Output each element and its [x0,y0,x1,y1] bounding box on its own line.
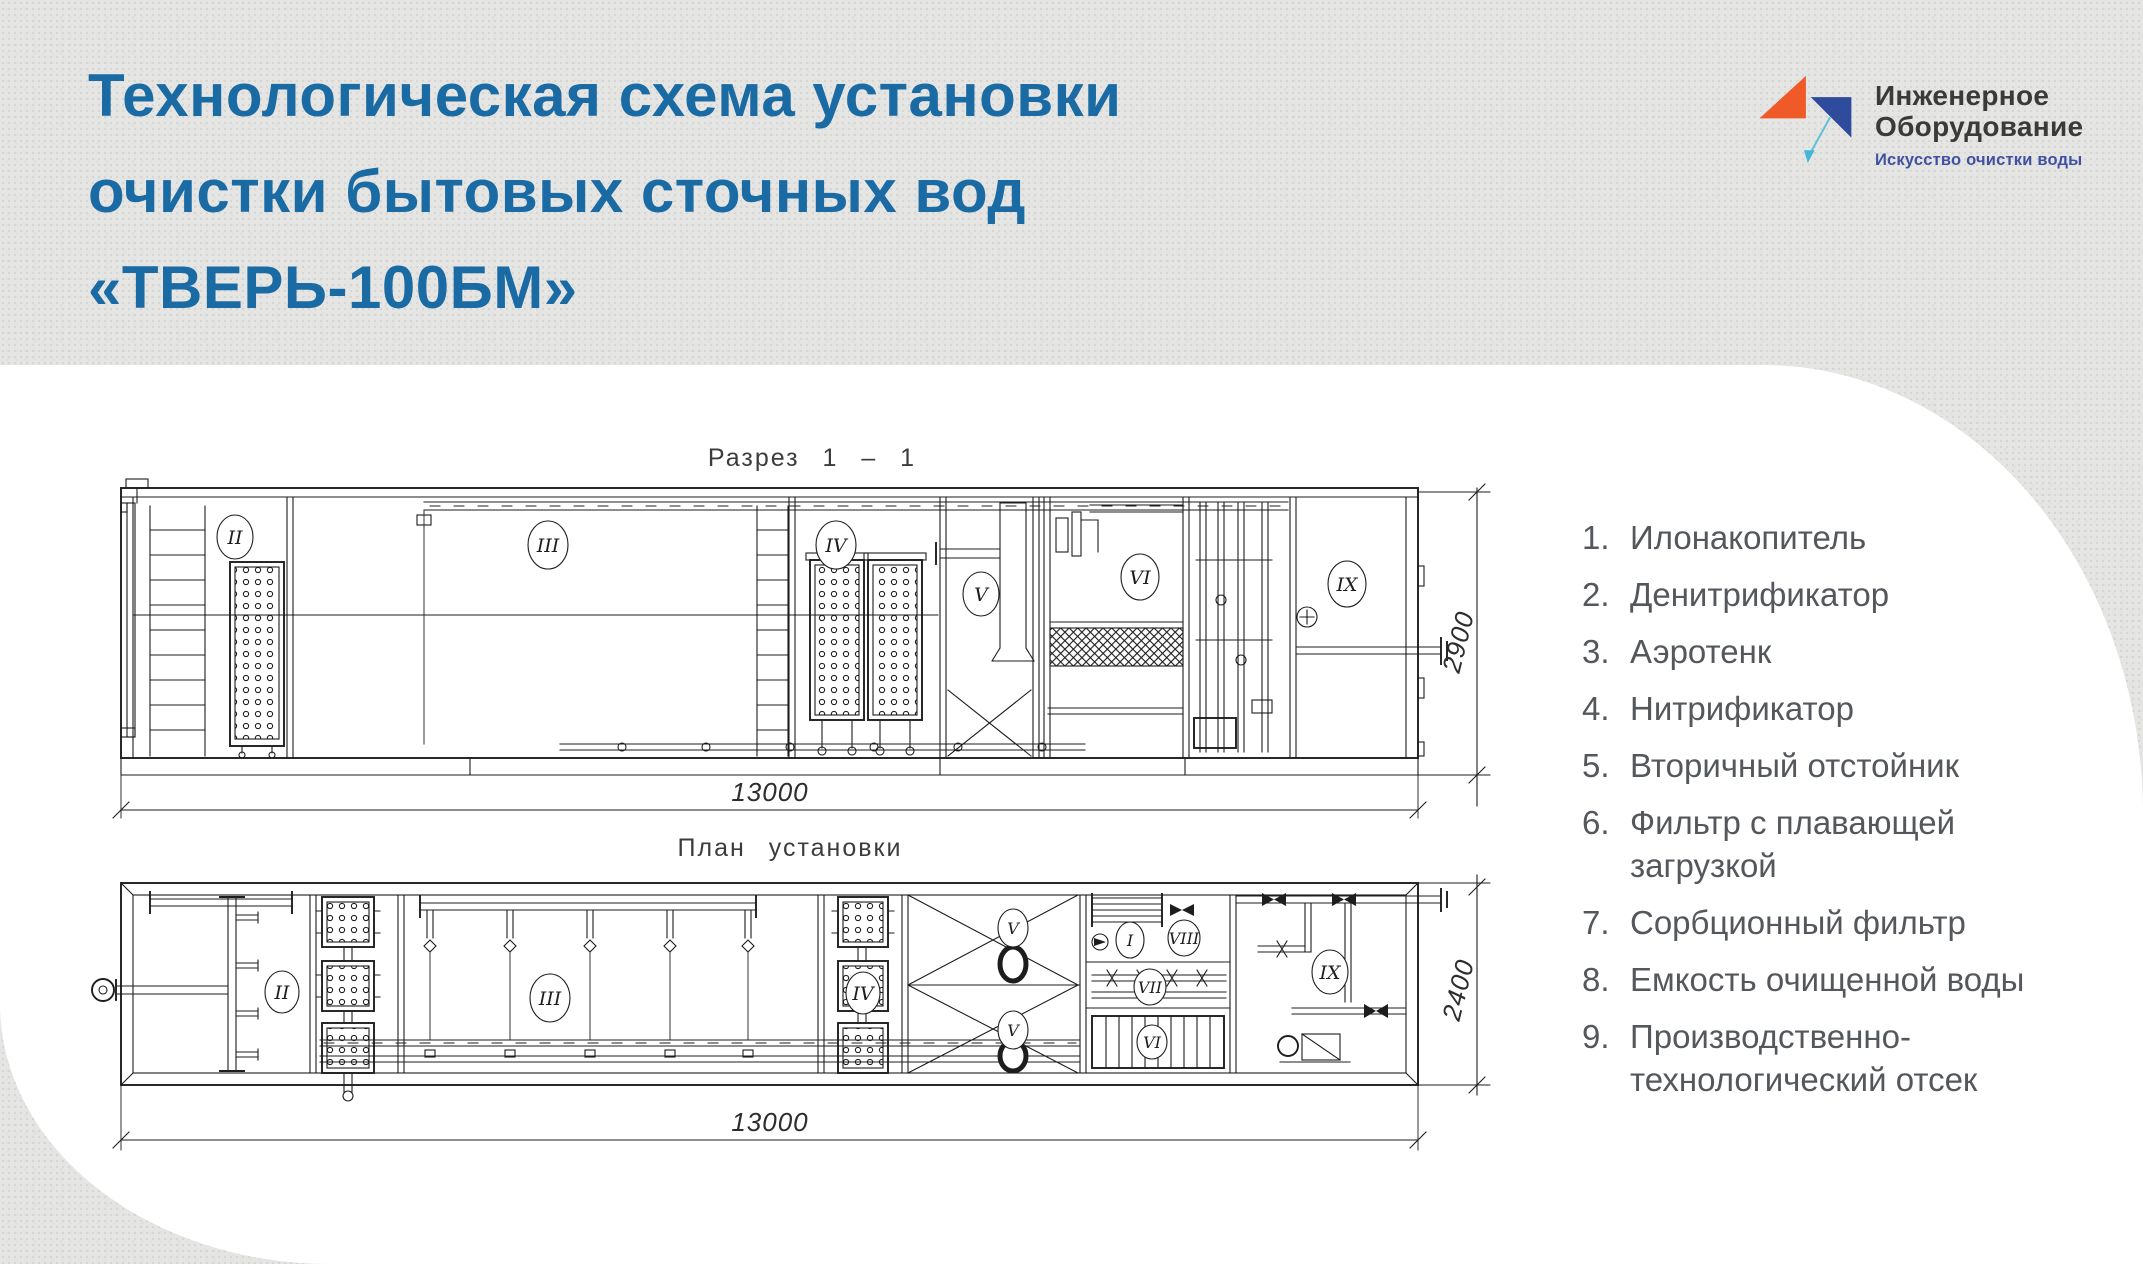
svg-text:V: V [1007,1021,1019,1040]
plan-height-dimension: 2400 [1435,956,1481,1024]
legend-item [1582,1015,2060,1101]
legend-item [1582,901,2060,944]
plan-cassettes-A [316,897,380,1101]
aerator-drop [504,910,516,1057]
aerator-drop [584,910,596,1057]
legend-item-number: 2. [1582,576,1610,613]
section-height-dimension: 2900 [1435,608,1481,676]
logo-tagline: Искусство очистки воды [1875,151,2083,169]
aerator-drop [664,910,676,1057]
svg-text:I: I [1126,931,1134,950]
perforated-panel [230,562,284,758]
plan-width-dimension: 13000 [731,1107,809,1137]
compartment-label-III [528,521,568,569]
aerator-drop [742,910,754,1057]
legend-item-text: Илонакопитель [1630,519,1867,556]
legend-item-number: 3. [1582,633,1610,670]
section-dimensions [113,484,1490,818]
vent-symbol-icon [1297,607,1317,627]
title-line-2: очистки бытовых сточных вод [88,158,1026,225]
compartment-label-V [963,572,999,616]
legend-item [1582,958,2060,1001]
logo-name-line-1: Инженерное [1875,80,2050,111]
section-pump-bay [1194,503,1272,752]
section-title: Разрез 1 – 1 [707,444,917,472]
ladder-icon [150,506,205,756]
legend-item-text: Аэротенк [1630,633,1772,670]
plan-dimensions [113,875,1490,1150]
filter-media-hatch [1050,628,1183,666]
plan-label-IX [1312,950,1348,994]
plan-drawing [92,834,1490,1150]
plan-inlet-assembly [92,979,228,1001]
legend-item-number: 7. [1582,904,1610,941]
legend-item [1582,687,2060,730]
legend-item [1582,516,2060,559]
plan-label-V-top [998,909,1028,947]
legend-item-number: 9. [1582,1018,1610,1055]
legend-item [1582,573,2060,616]
svg-text:VI: VI [1129,567,1151,589]
section-drawing [113,444,1490,818]
plan-aerotank-piping [320,896,1080,1062]
compartment-label-IV [816,521,856,569]
aerator-drop [424,910,436,1057]
svg-text:II: II [274,982,290,1004]
plan-label-V-bottom [998,1011,1028,1049]
svg-text:VIII: VIII [1168,929,1200,948]
title-line-3: «ТВЕРЬ-100БМ» [88,254,578,321]
plan-label-VIII [1168,920,1200,956]
svg-text:VII: VII [1137,978,1163,997]
compartment-label-IX [1328,561,1366,607]
legend-item-text: Вторичный отстойник [1630,747,1960,784]
section-compartment-VI [1048,505,1183,714]
svg-text:V: V [1007,919,1019,938]
logo-name-line-2: Оборудование [1875,111,2084,142]
legend-item [1582,744,2060,787]
plan-label-VII [1134,969,1166,1005]
legend-item-number: 8. [1582,961,1610,998]
svg-text:IV: IV [852,983,874,1005]
section-width-dimension: 13000 [731,777,809,807]
legend-item-number: 1. [1582,519,1610,556]
svg-text:II: II [227,527,243,549]
legend-item-text: Емкость очищенной воды [1630,961,2025,998]
valve-icon [1170,904,1194,916]
legend-item-number: 6. [1582,804,1610,841]
title-line-1: Технологическая схема установки [88,62,1122,129]
legend-item-text: Фильтр с плавающей загрузкой [1630,804,1956,884]
legend-item [1582,801,2060,887]
legend-item-text: Денитрификатор [1630,576,1890,613]
plan-label-I [1116,922,1144,958]
plan-label-III [530,974,570,1022]
pump-icon [1278,1036,1298,1056]
svg-text:IV: IV [825,535,847,557]
valve-icon [1364,1004,1388,1018]
legend-item-number: 4. [1582,690,1610,727]
plan-title: План установки [677,834,903,862]
compartment-label-VI [1121,554,1159,600]
plan-label-IV [846,972,880,1014]
section-compartment-V [936,503,1034,756]
legend-item [1582,630,2060,673]
legend-item-number: 5. [1582,747,1610,784]
section-labels [217,515,1366,616]
plan-label-VI [1137,1025,1167,1059]
perforated-panel [864,553,926,755]
plan-label-II [265,971,299,1013]
legend-item-text: Нитрификатор [1630,690,1854,727]
svg-text:VI: VI [1143,1033,1161,1052]
section-compartment-IX [1296,566,1447,756]
svg-text:III: III [538,988,562,1010]
svg-text:III: III [536,535,560,557]
section-compartment-II [121,479,284,758]
compartment-label-II [217,515,253,559]
svg-text:V: V [974,584,988,606]
perforated-panel [806,553,868,755]
clarifier-hopper [948,690,1031,756]
legend-item-text: Производственно-технологический отсек [1630,1018,1978,1098]
svg-text:IX: IX [1319,962,1341,984]
ladder-icon [757,506,788,756]
legend-item-text: Сорбционный фильтр [1630,904,1966,941]
svg-text:IX: IX [1336,574,1358,596]
legend-list [1582,516,2060,1115]
